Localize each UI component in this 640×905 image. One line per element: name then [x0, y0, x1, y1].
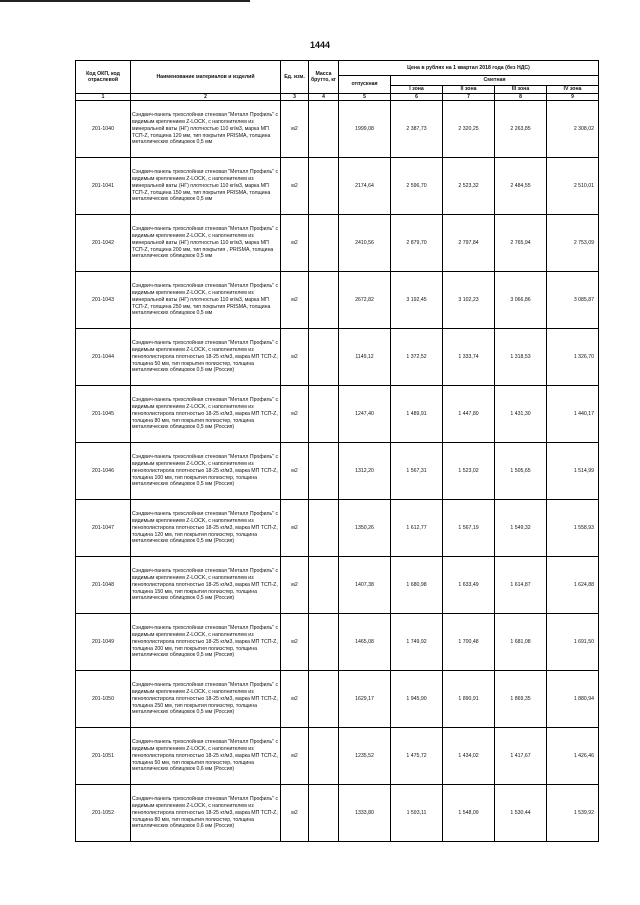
- row-zone-3-price: 1 318,53: [495, 329, 547, 386]
- row-zone-3-price: 3 066,86: [495, 272, 547, 329]
- row-code: 201-1042: [76, 215, 131, 272]
- row-zone-2-price: 3 102,23: [443, 272, 495, 329]
- row-release-price: 1149,12: [339, 329, 391, 386]
- row-name: Сэндвич-панель трехслойная стеновая "Металл Профиль" с видимым креплением Z-LOCK, с наполнителем из минеральной ваты (НГ) плотностью 110 кг/м3, марка МП ТСП-Z, толщина 200 мм, тип покрытия , PRISMA, толщина металлических облицовок 0,5 мм: [131, 215, 281, 272]
- col-number: 4: [309, 94, 339, 101]
- row-mass: [309, 101, 339, 158]
- row-unit: м2: [281, 728, 309, 785]
- row-code: 201-1040: [76, 101, 131, 158]
- row-unit: м2: [281, 158, 309, 215]
- row-release-price: 1247,40: [339, 386, 391, 443]
- row-zone-3-price: 1 681,08: [495, 614, 547, 671]
- row-zone-1-price: 1 475,72: [391, 728, 443, 785]
- row-release-price: 1350,26: [339, 500, 391, 557]
- row-zone-4-price: 1 558,93: [547, 500, 599, 557]
- row-zone-4-price: 1 326,70: [547, 329, 599, 386]
- row-zone-4-price: 1 514,99: [547, 443, 599, 500]
- row-zone-4-price: 3 085,87: [547, 272, 599, 329]
- row-release-price: 1465,08: [339, 614, 391, 671]
- header-release: отпускная: [339, 76, 391, 94]
- row-release-price: 1235,52: [339, 728, 391, 785]
- top-scan-line: [0, 0, 250, 2]
- row-zone-3-price: 1 549,32: [495, 500, 547, 557]
- row-name: Сэндвич-панель трехслойная стеновая "Металл Профиль" с видимым креплением Z-LOCK, с наполнителем из минеральной ваты (НГ) плотностью 110 кг/м3, марка МП ТСП-Z, толщина 150 мм, тип покрытия PRISMA, толщина металлических облицовок 0,5 мм: [131, 158, 281, 215]
- row-zone-1-price: 1 680,98: [391, 557, 443, 614]
- col-number: 7: [443, 94, 495, 101]
- col-number: 2: [131, 94, 281, 101]
- row-name: Сэндвич-панель трехслойная стеновая "Металл Профиль" с видимым креплением Z-LOCK, с наполнителем из пенополистирола плотностью 18-25 кг/м3, марка МП ТСП-Z, толщина 150 мм, тип покрытия полиэстер, толщина металлических облицовок 0,5 мм (Россия): [131, 557, 281, 614]
- table-row: [76, 272, 599, 329]
- row-unit: м2: [281, 329, 309, 386]
- row-zone-2-price: 1 567,19: [443, 500, 495, 557]
- row-mass: [309, 671, 339, 728]
- row-zone-2-price: 1 434,02: [443, 728, 495, 785]
- table-body: [76, 101, 599, 842]
- row-unit: м2: [281, 443, 309, 500]
- row-code: 201-1050: [76, 671, 131, 728]
- row-mass: [309, 329, 339, 386]
- row-release-price: 1629,17: [339, 671, 391, 728]
- row-mass: [309, 215, 339, 272]
- header-estimate: Сметная: [391, 76, 599, 86]
- row-zone-1-price: 1 612,77: [391, 500, 443, 557]
- row-mass: [309, 158, 339, 215]
- col-number: 8: [495, 94, 547, 101]
- row-zone-2-price: 1 633,49: [443, 557, 495, 614]
- price-table: [75, 60, 599, 842]
- row-mass: [309, 500, 339, 557]
- row-zone-1-price: 2 596,70: [391, 158, 443, 215]
- row-zone-3-price: 1 417,67: [495, 728, 547, 785]
- header-zone-2: II зона: [443, 86, 495, 94]
- col-number: 3: [281, 94, 309, 101]
- row-code: 201-1051: [76, 728, 131, 785]
- col-number: 9: [547, 94, 599, 101]
- header-name: Наименование материалов и изделий: [131, 61, 281, 94]
- table-row: [76, 728, 599, 785]
- row-zone-4-price: 1 691,50: [547, 614, 599, 671]
- row-name: Сэндвич-панель трехслойная стеновая "Металл Профиль" с видимым креплением Z-LOCK, с наполнителем из пенополистирола плотностью 18-25 кг/м3, марка МП ТСП-Z, толщина 250 мм, тип покрытия полиэстер, толщина металлических облицовок 0,5 мм (Россия): [131, 671, 281, 728]
- row-unit: м2: [281, 614, 309, 671]
- row-code: 201-1046: [76, 443, 131, 500]
- row-zone-3-price: 1 505,65: [495, 443, 547, 500]
- row-name: Сэндвич-панель трехслойная стеновая "Металл Профиль" с видимым креплением Z-LOCK, с наполнителем из минеральной ваты (НГ) плотностью 110 кг/м3, марка МП ТСП-Z, толщина 250 мм, тип покрытия PRISMA, толщина металлических облицовок 0,5 мм: [131, 272, 281, 329]
- table-row: [76, 101, 599, 158]
- row-code: 201-1043: [76, 272, 131, 329]
- row-zone-2-price: 1 523,02: [443, 443, 495, 500]
- col-number: 6: [391, 94, 443, 101]
- table-row: [76, 785, 599, 842]
- row-zone-1-price: 1 593,11: [391, 785, 443, 842]
- row-zone-2-price: 2 797,84: [443, 215, 495, 272]
- row-zone-4-price: 2 308,02: [547, 101, 599, 158]
- row-code: 201-1041: [76, 158, 131, 215]
- row-zone-1-price: 2 879,70: [391, 215, 443, 272]
- table-row: [76, 329, 599, 386]
- row-zone-4-price: 1 440,17: [547, 386, 599, 443]
- row-zone-2-price: 2 523,32: [443, 158, 495, 215]
- row-release-price: 1999,08: [339, 101, 391, 158]
- row-name: Сэндвич-панель трехслойная стеновая "Металл Профиль" с видимым креплением Z-LOCK, с наполнителем из пенополистирола плотностью 18-25 кг/м3, марка МП ТСП-Z, толщина 120 мм, тип покрытия полиэстер, толщина металлических облицовок 0,5 мм (Россия): [131, 500, 281, 557]
- row-unit: м2: [281, 272, 309, 329]
- row-unit: м2: [281, 101, 309, 158]
- row-zone-4-price: 2 510,01: [547, 158, 599, 215]
- row-zone-2-price: 1 700,48: [443, 614, 495, 671]
- row-zone-1-price: 1 372,52: [391, 329, 443, 386]
- row-mass: [309, 272, 339, 329]
- row-mass: [309, 728, 339, 785]
- row-code: 201-1049: [76, 614, 131, 671]
- row-unit: м2: [281, 215, 309, 272]
- row-release-price: 2410,56: [339, 215, 391, 272]
- row-name: Сэндвич-панель трехслойная стеновая "Металл Профиль" с видимым креплением Z-LOCK, с наполнителем из пенополистирола плотностью 18-25 кг/м3, марка МП ТСП-Z, толщина 50 мм, тип покрытия полиэстер, толщина металлических облицовок 0,6 мм (Россия): [131, 728, 281, 785]
- row-name: Сэндвич-панель трехслойная стеновая "Металл Профиль" с видимым креплением Z-LOCK, с наполнителем из пенополистирола плотностью 18-25 кг/м3, марка МП ТСП-Z, толщина 80 мм, тип покрытия полиэстер, толщина металлических облицовок 0,6 мм (Россия): [131, 785, 281, 842]
- row-zone-2-price: 1 890,91: [443, 671, 495, 728]
- row-zone-1-price: 1 567,31: [391, 443, 443, 500]
- row-unit: м2: [281, 785, 309, 842]
- row-zone-3-price: 2 765,94: [495, 215, 547, 272]
- row-name: Сэндвич-панель трехслойная стеновая "Металл Профиль" с видимым креплением Z-LOCK, с наполнителем из пенополистирола плотностью 18-25 кг/м3, марка МП ТСП-Z, толщина 50 мм, тип покрытия полиэстер, толщина металлических облицовок 0,5 мм (Россия): [131, 329, 281, 386]
- row-mass: [309, 386, 339, 443]
- row-name: Сэндвич-панель трехслойная стеновая "Металл Профиль" с видимым креплением Z-LOCK, с наполнителем из пенополистирола плотностью 18-25 кг/м3, марка МП ТСП-Z, толщина 80 мм, тип покрытия полиэстер, толщина металлических облицовок 0,5 мм (Россия): [131, 386, 281, 443]
- table-row: [76, 215, 599, 272]
- row-zone-4-price: 1 426,46: [547, 728, 599, 785]
- header-code: Код ОКП, код отраслевой: [76, 61, 131, 94]
- header-zone-3: III зона: [495, 86, 547, 94]
- row-zone-2-price: 1 548,09: [443, 785, 495, 842]
- row-release-price: 1312,20: [339, 443, 391, 500]
- page-number: 1444: [309, 40, 331, 50]
- row-release-price: 1407,38: [339, 557, 391, 614]
- row-code: 201-1044: [76, 329, 131, 386]
- row-zone-2-price: 1 447,80: [443, 386, 495, 443]
- row-zone-1-price: 3 192,45: [391, 272, 443, 329]
- table-row: [76, 614, 599, 671]
- col-number: 1: [76, 94, 131, 101]
- row-unit: м2: [281, 500, 309, 557]
- row-mass: [309, 785, 339, 842]
- row-zone-4-price: 1 880,94: [547, 671, 599, 728]
- table-row: [76, 443, 599, 500]
- row-release-price: 2672,82: [339, 272, 391, 329]
- row-zone-2-price: 1 333,74: [443, 329, 495, 386]
- table-row: [76, 671, 599, 728]
- row-unit: м2: [281, 557, 309, 614]
- table-row: [76, 500, 599, 557]
- row-mass: [309, 557, 339, 614]
- row-code: 201-1045: [76, 386, 131, 443]
- row-zone-4-price: 2 753,09: [547, 215, 599, 272]
- row-zone-3-price: 1 869,35: [495, 671, 547, 728]
- table-row: [76, 386, 599, 443]
- row-code: 201-1048: [76, 557, 131, 614]
- row-zone-1-price: 2 387,73: [391, 101, 443, 158]
- header-zone-1: I зона: [391, 86, 443, 94]
- row-zone-1-price: 1 945,90: [391, 671, 443, 728]
- row-unit: м2: [281, 386, 309, 443]
- row-release-price: 2174,64: [339, 158, 391, 215]
- row-zone-3-price: 1 530,44: [495, 785, 547, 842]
- header-unit: Ед. изм.: [281, 61, 309, 94]
- col-number: 5: [339, 94, 391, 101]
- row-zone-2-price: 2 320,25: [443, 101, 495, 158]
- table-row: [76, 557, 599, 614]
- row-zone-1-price: 1 489,91: [391, 386, 443, 443]
- row-zone-4-price: 1 539,92: [547, 785, 599, 842]
- row-zone-4-price: 1 624,88: [547, 557, 599, 614]
- header-mass: Масса брутто, кг: [309, 61, 339, 94]
- row-name: Сэндвич-панель трехслойная стеновая "Металл Профиль" с видимым креплением Z-LOCK, с наполнителем из пенополистирола плотностью 18-25 кг/м3, марка МП ТСП-Z, толщина 200 мм, тип покрытия полиэстер, толщина металлических облицовок 0,5 мм (Россия): [131, 614, 281, 671]
- row-unit: м2: [281, 671, 309, 728]
- row-code: 201-1047: [76, 500, 131, 557]
- row-zone-3-price: 2 263,85: [495, 101, 547, 158]
- row-zone-1-price: 1 749,92: [391, 614, 443, 671]
- row-code: 201-1052: [76, 785, 131, 842]
- row-mass: [309, 443, 339, 500]
- row-name: Сэндвич-панель трехслойная стеновая "Металл Профиль" с видимым креплением Z-LOCK, с наполнителем из минеральной ваты (НГ) плотностью 110 кг/м3, марка МП ТСП-Z, толщина 120 мм, тип покрытия PRISMA, толщина металлических облицовок 0,5 мм: [131, 101, 281, 158]
- row-zone-3-price: 2 484,55: [495, 158, 547, 215]
- table-row: [76, 158, 599, 215]
- row-zone-3-price: 1 431,30: [495, 386, 547, 443]
- row-zone-3-price: 1 614,87: [495, 557, 547, 614]
- row-mass: [309, 614, 339, 671]
- header-price-group: Цена в рублях на 1 квартал 2018 года (без НДС): [339, 61, 599, 76]
- row-name: Сэндвич-панель трехслойная стеновая "Металл Профиль" с видимым креплением Z-LOCK, с наполнителем из пенополистирола плотностью 18-25 кг/м3, марка МП ТСП-Z, толщина 100 мм, тип покрытия полиэстер, толщина металлических облицовок 0,5 мм (Россия): [131, 443, 281, 500]
- row-release-price: 1333,80: [339, 785, 391, 842]
- header-zone-4: IV зона: [547, 86, 599, 94]
